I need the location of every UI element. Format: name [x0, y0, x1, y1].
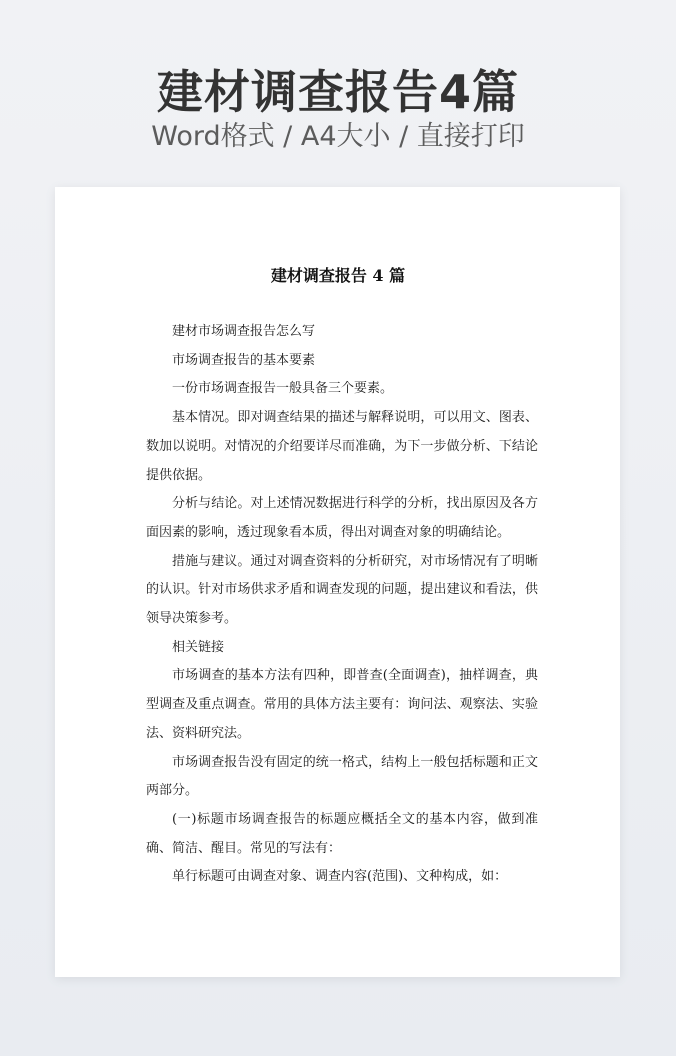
paragraph: 市场调查报告没有固定的统一格式，结构上一般包括标题和正文两部分。	[146, 754, 538, 799]
paragraph: 相关链接	[172, 639, 225, 655]
paragraph: 措施与建议。通过对调查资料的分析研究，对市场情况有了明晰的认识。针对市场供求矛盾和调查发现的问题，提出建议和看法，供领导决策参考。	[146, 553, 538, 627]
paragraph: 市场调查的基本方法有四种，即普查(全面调查)，抽样调查，典型调查及重点调查。常用的具体方法主要有：询问法、观察法、实验法、资料研究法。	[146, 668, 538, 741]
document-title: 建材调查报告 4 篇	[270, 266, 406, 285]
paragraph: 基本情况。即对调查结果的描述与解释说明，可以用文、图表、数加以说明。对情况的介绍要详尽而准确，为下一步做分析、下结论提供依据。	[146, 410, 538, 483]
paragraph: 市场调查报告的基本要素	[172, 352, 316, 368]
paragraph: 单行标题可由调查对象、调查内容(范围)、文种构成，如：	[172, 869, 508, 885]
paragraph: 一份市场调查报告一般具备三个要素。	[172, 381, 394, 397]
paragraph: (一)标题市场调查报告的标题应概括全文的基本内容，做到准确、简洁、醒目。常见的写法有：	[146, 811, 538, 856]
document-body	[146, 318, 538, 892]
banner-subtitle: Word格式 / A4大小 / 直接打印	[151, 121, 525, 152]
banner-title: 建材调查报告4篇	[156, 65, 519, 119]
paragraph: 建材市场调查报告怎么写	[172, 324, 316, 339]
paragraph: 分析与结论。对上述情况数据进行科学的分析，找出原因及各方面因素的影响，透过现象看本质，得出对调查对象的明确结论。	[146, 496, 538, 540]
banner	[0, 0, 676, 186]
